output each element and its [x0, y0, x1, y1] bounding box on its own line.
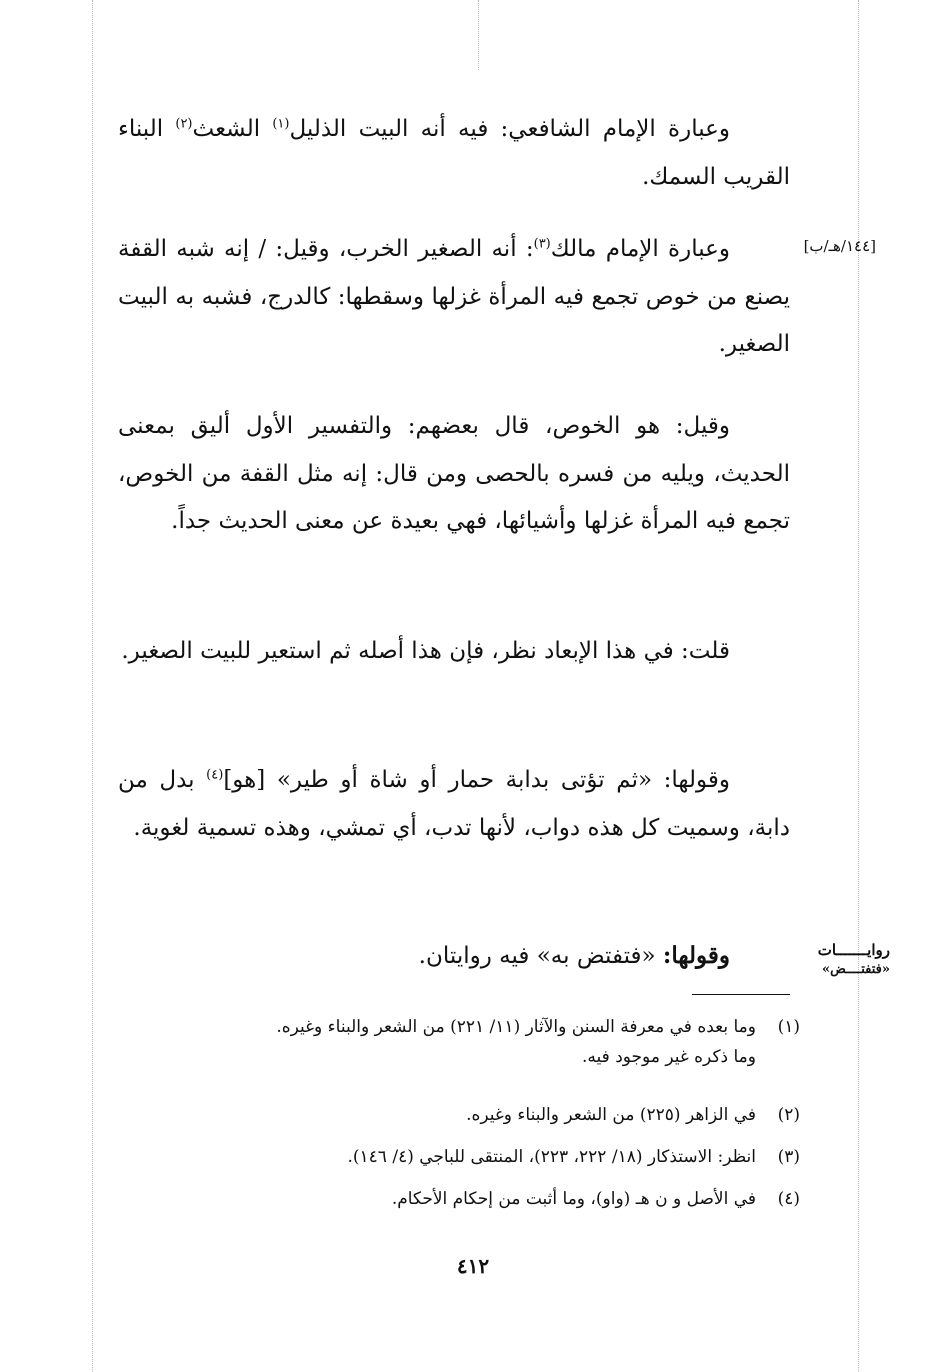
footnote-ref-1[interactable]: (١) — [272, 116, 290, 132]
folio-marker: [١٤٤/هـ/ب] — [803, 237, 876, 255]
paragraph-5-lead: وقولها: «ثم تؤتى بدابة حمار أو شاة أو طير» [هو] — [223, 767, 730, 793]
paragraph-1-text-b: الشعث — [192, 116, 273, 142]
left-guide-line — [92, 0, 93, 1372]
footnote-2-number: (٢) — [777, 1105, 800, 1125]
footnote-4-number: (٤) — [777, 1189, 800, 1209]
page-number: ٤١٢ — [456, 1254, 490, 1278]
paragraph-5-text: بدل من دابة، وسميت كل هذه دواب، لأنها تدب، أي تمشي، وهذه تسمية لغوية. — [118, 767, 790, 841]
footnote-separator — [692, 994, 790, 995]
footnote-1-number: (١) — [777, 1017, 800, 1037]
footnote-ref-4[interactable]: (٤) — [206, 767, 224, 783]
center-guide-line — [478, 0, 479, 70]
footnote-4-text: في الأصل و ن هـ (واو)، وما أثبت من إحكام الأحكام. — [391, 1189, 756, 1209]
paragraph-6 — [118, 932, 790, 981]
paragraph-2-text: : أنه الصغير الخرب، وقيل: / إنه شبه القفة يصنع من خوص تجمع فيه المرأة غزلها وسقطها: كالدرج، فشبه به البيت الصغير. — [118, 236, 790, 357]
footnote-ref-2[interactable]: (٢) — [175, 116, 193, 132]
footnote-1 — [110, 1012, 800, 1072]
footnote-3 — [110, 1142, 800, 1172]
paragraph-4-text: قلت: في هذا الإبعاد نظر، فإن هذا أصله ثم استعير للبيت الصغير. — [121, 638, 730, 664]
footnote-2-text: في الزاهر (٢٢٥) من الشعر والبناء وغيره. — [466, 1105, 756, 1125]
footnote-1-continuation: وما ذكره غير موجود فيه. — [582, 1047, 756, 1067]
footnote-4 — [110, 1184, 800, 1214]
paragraph-2-lead: وعبارة الإمام مالك — [550, 236, 730, 262]
paragraph-6-bold-lead: وقولها: — [662, 942, 730, 969]
topic-margin-line-1: روايـــــــات — [817, 941, 890, 959]
footnote-3-number: (٣) — [777, 1147, 800, 1167]
paragraph-1-text-a: وعبارة الإمام الشافعي: فيه أنه البيت الذليل — [289, 116, 730, 142]
right-guide-line — [858, 0, 859, 1372]
footnote-1-text: وما بعده في معرفة السنن والآثار (١١/ ٢٢١) من الشعر والبناء وغيره. — [276, 1017, 756, 1037]
paragraph-1 — [118, 106, 790, 201]
footnote-3-text: انظر: الاستذكار (١٨/ ٢٢٢، ٢٢٣)، المنتقى للباجي (٤/ ١٤٦). — [347, 1147, 756, 1167]
paragraph-2 — [118, 226, 790, 369]
paragraph-5 — [118, 757, 790, 852]
footnote-2 — [110, 1100, 800, 1130]
footnote-ref-3[interactable]: (٣) — [533, 236, 551, 252]
paragraph-3 — [118, 403, 790, 546]
paragraph-6-text: «فتفتض به» فيه روايتان. — [418, 943, 663, 969]
topic-margin-line-2: «فتفتــــض» — [821, 962, 890, 977]
paragraph-3-text: وقيل: هو الخوص، قال بعضهم: والتفسير الأول أليق بمعنى الحديث، ويليه من فسره بالحصى ومن قال: إنه مثل القفة من الخوص، تجمع فيه المرأة غزلها وأشيائها، فهي بعيدة عن معنى الحديث جداً. — [118, 413, 790, 534]
paragraph-1-text-c: البناء القريب السمك. — [118, 116, 790, 190]
paragraph-4 — [118, 628, 790, 676]
topic-margin-note — [800, 940, 890, 980]
